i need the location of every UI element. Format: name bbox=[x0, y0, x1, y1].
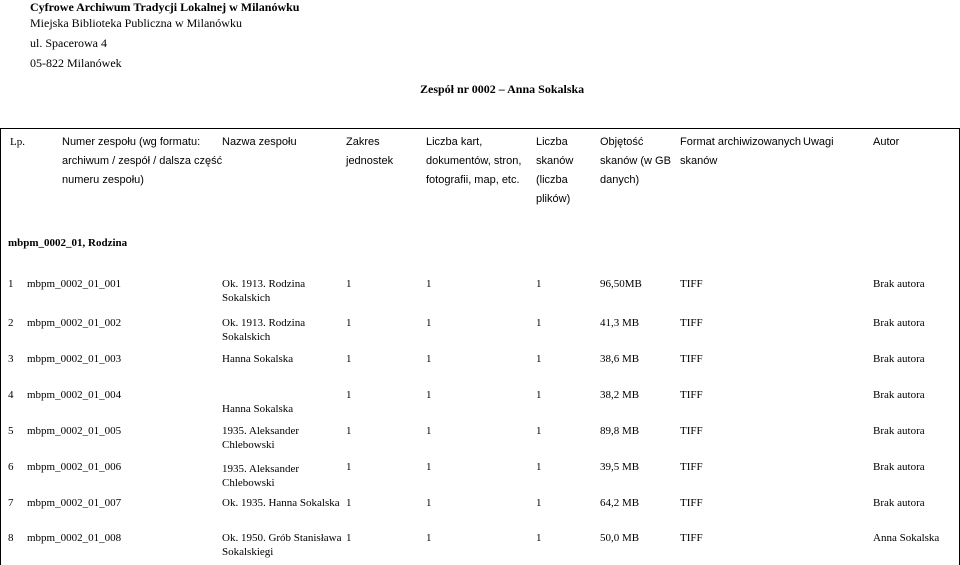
header-author: Autor bbox=[873, 136, 900, 148]
group-label: mbpm_0002_01, Rodzina bbox=[8, 237, 128, 249]
cell-cards: 1 bbox=[426, 425, 432, 437]
header-number-line: archiwum / zespół / dalsza część bbox=[62, 155, 223, 167]
cell-range: 1 bbox=[346, 461, 352, 473]
header-range-line: Zakres bbox=[346, 136, 380, 148]
cell-format: TIFF bbox=[680, 497, 703, 509]
header-number-line: Numer zespołu (wg formatu: bbox=[62, 136, 201, 148]
cell-size: 64,2 MB bbox=[600, 497, 640, 509]
cell-id: mbpm_0002_01_008 bbox=[27, 532, 122, 544]
institution-line-3: 05-822 Milanówek bbox=[30, 56, 122, 70]
header-lp: Lp. bbox=[10, 136, 25, 148]
cell-scans: 1 bbox=[536, 532, 542, 544]
cell-author: Anna Sokalska bbox=[873, 532, 940, 544]
cell-size: 89,8 MB bbox=[600, 425, 640, 437]
cell-size: 39,5 MB bbox=[600, 461, 640, 473]
cell-range: 1 bbox=[346, 389, 352, 401]
cell-lp: 8 bbox=[8, 532, 14, 544]
cell-name: Sokalskich bbox=[222, 331, 271, 343]
header-range-line: jednostek bbox=[346, 155, 394, 167]
cell-range: 1 bbox=[346, 532, 352, 544]
cell-author: Brak autora bbox=[873, 317, 925, 329]
cell-name: Hanna Sokalska bbox=[222, 403, 294, 415]
institution-line-2: ul. Spacerowa 4 bbox=[30, 36, 107, 50]
cell-range: 1 bbox=[346, 353, 352, 365]
cell-cards: 1 bbox=[426, 317, 432, 329]
cell-cards: 1 bbox=[426, 278, 432, 290]
table-left-border bbox=[0, 128, 1, 565]
cell-author: Brak autora bbox=[873, 278, 925, 290]
cell-name: Hanna Sokalska bbox=[222, 353, 294, 365]
cell-name: Sokalskiegi bbox=[222, 546, 274, 558]
cell-size: 38,2 MB bbox=[600, 389, 640, 401]
cell-cards: 1 bbox=[426, 532, 432, 544]
cell-cards: 1 bbox=[426, 497, 432, 509]
cell-lp: 3 bbox=[8, 353, 14, 365]
cell-scans: 1 bbox=[536, 353, 542, 365]
cell-format: TIFF bbox=[680, 532, 703, 544]
cell-author: Brak autora bbox=[873, 425, 925, 437]
cell-id: mbpm_0002_01_005 bbox=[27, 425, 122, 437]
table-top-border bbox=[0, 128, 960, 129]
header-number-line: numeru zespołu) bbox=[62, 174, 144, 186]
cell-name: Sokalskich bbox=[222, 292, 271, 304]
cell-author: Brak autora bbox=[873, 497, 925, 509]
cell-name: Ok. 1913. Rodzina bbox=[222, 278, 306, 290]
cell-cards: 1 bbox=[426, 461, 432, 473]
cell-lp: 1 bbox=[8, 278, 14, 290]
page-title: Zespół nr 0002 – Anna Sokalska bbox=[420, 82, 585, 96]
cell-scans: 1 bbox=[536, 497, 542, 509]
institution-line-1: Miejska Biblioteka Publiczna w Milanówku bbox=[30, 16, 242, 30]
cell-format: TIFF bbox=[680, 425, 703, 437]
cell-scans: 1 bbox=[536, 425, 542, 437]
cell-name: 1935. Aleksander bbox=[222, 425, 299, 437]
header-scans-line: plików) bbox=[536, 193, 571, 205]
header-format-line: skanów bbox=[680, 155, 718, 167]
cell-scans: 1 bbox=[536, 317, 542, 329]
cell-id: mbpm_0002_01_003 bbox=[27, 353, 122, 365]
header-notes: Uwagi bbox=[803, 136, 834, 148]
cell-author: Brak autora bbox=[873, 389, 925, 401]
cell-id: mbpm_0002_01_006 bbox=[27, 461, 122, 473]
cell-name: Chlebowski bbox=[222, 477, 275, 489]
cell-name: Ok. 1950. Grób Stanisława bbox=[222, 532, 342, 544]
header-format-line: Format archiwizowanych bbox=[680, 136, 802, 148]
cell-lp: 4 bbox=[8, 389, 14, 401]
header-name: Nazwa zespołu bbox=[222, 136, 297, 148]
header-scans-line: skanów bbox=[536, 155, 574, 167]
cell-lp: 2 bbox=[8, 317, 14, 329]
cell-scans: 1 bbox=[536, 389, 542, 401]
cell-id: mbpm_0002_01_004 bbox=[27, 389, 122, 401]
cell-size: 96,50MB bbox=[600, 278, 642, 290]
header-volume-line: danych) bbox=[600, 174, 640, 186]
header-scans-line: Liczba bbox=[536, 136, 568, 148]
cell-name: Ok. 1913. Rodzina bbox=[222, 317, 306, 329]
cell-format: TIFF bbox=[680, 317, 703, 329]
cell-range: 1 bbox=[346, 497, 352, 509]
cell-name: Ok. 1935. Hanna Sokalska bbox=[222, 497, 340, 509]
cell-format: TIFF bbox=[680, 461, 703, 473]
cell-range: 1 bbox=[346, 425, 352, 437]
cell-lp: 7 bbox=[8, 497, 14, 509]
cell-format: TIFF bbox=[680, 389, 703, 401]
cell-lp: 6 bbox=[8, 461, 14, 473]
cell-cards: 1 bbox=[426, 353, 432, 365]
cell-scans: 1 bbox=[536, 278, 542, 290]
cell-format: TIFF bbox=[680, 353, 703, 365]
cell-scans: 1 bbox=[536, 461, 542, 473]
cell-name: 1935. Aleksander bbox=[222, 463, 299, 475]
header-volume-line: Objętość bbox=[600, 136, 644, 148]
cell-lp: 5 bbox=[8, 425, 14, 437]
header-cards-line: fotografii, map, etc. bbox=[426, 174, 520, 186]
cell-size: 38,6 MB bbox=[600, 353, 640, 365]
cell-range: 1 bbox=[346, 278, 352, 290]
header-cards-line: Liczba kart, bbox=[426, 136, 483, 148]
cell-size: 50,0 MB bbox=[600, 532, 640, 544]
header-scans-line: (liczba bbox=[536, 174, 568, 186]
institution-title: Cyfrowe Archiwum Tradycji Lokalnej w Milanówku bbox=[30, 0, 300, 14]
header-volume-line: skanów (w GB bbox=[600, 155, 671, 167]
cell-id: mbpm_0002_01_007 bbox=[27, 497, 122, 509]
cell-author: Brak autora bbox=[873, 461, 925, 473]
cell-format: TIFF bbox=[680, 278, 703, 290]
header-cards-line: dokumentów, stron, bbox=[426, 155, 522, 167]
cell-range: 1 bbox=[346, 317, 352, 329]
cell-cards: 1 bbox=[426, 389, 432, 401]
cell-name: Chlebowski bbox=[222, 439, 275, 451]
cell-size: 41,3 MB bbox=[600, 317, 640, 329]
cell-id: mbpm_0002_01_001 bbox=[27, 278, 122, 290]
cell-id: mbpm_0002_01_002 bbox=[27, 317, 122, 329]
cell-author: Brak autora bbox=[873, 353, 925, 365]
